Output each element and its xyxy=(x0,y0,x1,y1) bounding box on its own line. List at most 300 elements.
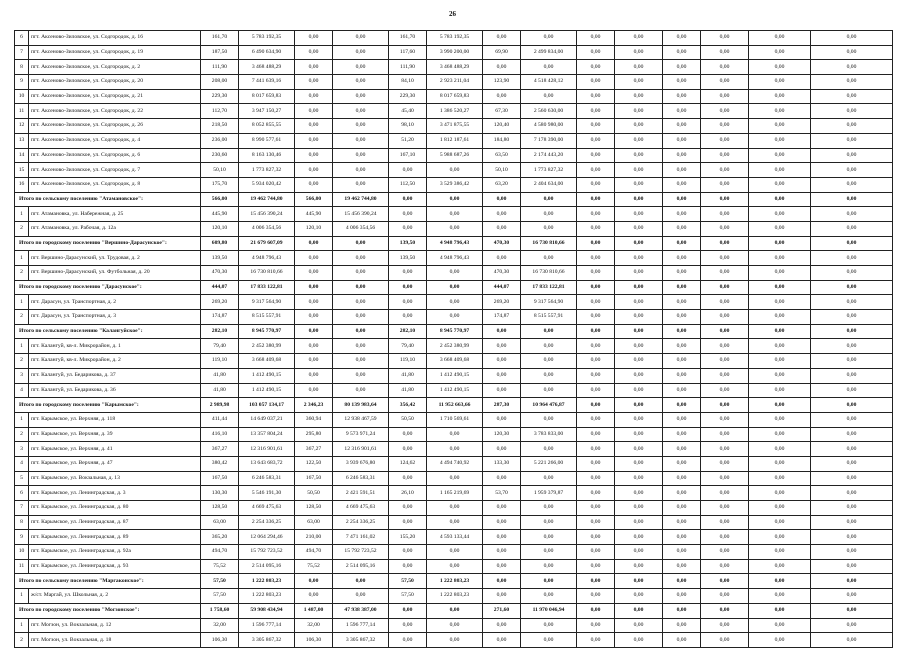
value-cell: 174,87 xyxy=(483,310,521,325)
value-cell: 2 452 380,99 xyxy=(239,339,295,354)
value-cell: 63,50 xyxy=(483,148,521,163)
table-row xyxy=(15,221,893,236)
address-cell: пгт. Калангуй, кв-л. Микрорайон, д. 1 xyxy=(29,339,201,354)
address-cell: пгт. Аксеново-Зиловское, ул. Содгородок, д. 26 xyxy=(29,119,201,134)
table-row xyxy=(15,45,893,60)
value-cell: 0,00 xyxy=(615,589,663,604)
row-number: 6 xyxy=(15,486,29,501)
value-cell: 26,10 xyxy=(389,486,427,501)
value-cell: 0,00 xyxy=(615,119,663,134)
table-row xyxy=(15,412,893,427)
value-cell: 0,00 xyxy=(333,60,389,75)
value-cell: 0,00 xyxy=(701,45,749,60)
value-cell: 9 317 564,90 xyxy=(521,295,577,310)
row-number: 1 xyxy=(15,412,29,427)
value-cell: 13 643 683,72 xyxy=(239,456,295,471)
value-cell: 50,50 xyxy=(295,486,333,501)
value-cell: 124,62 xyxy=(389,456,427,471)
row-number: 10 xyxy=(15,89,29,104)
value-cell: 15 792 723,52 xyxy=(333,545,389,560)
value-cell: 2 421 591,51 xyxy=(333,486,389,501)
value-cell: 445,90 xyxy=(201,207,239,222)
value-cell: 356,42 xyxy=(389,398,427,413)
value-cell: 0,00 xyxy=(663,442,701,457)
value-cell: 0,00 xyxy=(701,266,749,281)
value-cell: 15 456 390,24 xyxy=(333,207,389,222)
value-cell: 120,10 xyxy=(201,221,239,236)
address-cell: пгт. Дарасун, ул. Транспортная, д. 2 xyxy=(29,295,201,310)
value-cell: 14 649 037,21 xyxy=(239,412,295,427)
value-cell: 0,00 xyxy=(749,530,811,545)
value-cell: 12 316 901,61 xyxy=(333,442,389,457)
value-cell: 0,00 xyxy=(577,354,615,369)
value-cell: 0,00 xyxy=(389,427,427,442)
value-cell: 0,00 xyxy=(577,383,615,398)
value-cell: 0,00 xyxy=(615,280,663,295)
value-cell: 0,00 xyxy=(811,192,893,207)
value-cell: 0,00 xyxy=(811,207,893,222)
value-cell: 0,00 xyxy=(521,60,577,75)
value-cell: 1 222 803,23 xyxy=(239,574,295,589)
value-cell: 0,00 xyxy=(615,486,663,501)
value-cell: 282,10 xyxy=(201,324,239,339)
value-cell: 0,00 xyxy=(577,545,615,560)
value-cell: 0,00 xyxy=(749,148,811,163)
row-number: 16 xyxy=(15,177,29,192)
value-cell: 0,00 xyxy=(701,236,749,251)
value-cell: 0,00 xyxy=(749,559,811,574)
value-cell: 1 412 490,15 xyxy=(427,368,483,383)
value-cell: 0,00 xyxy=(663,221,701,236)
value-cell: 0,00 xyxy=(333,31,389,46)
value-cell: 57,50 xyxy=(389,589,427,604)
value-cell: 0,00 xyxy=(333,266,389,281)
value-cell: 0,00 xyxy=(389,501,427,516)
value-cell: 1 758,60 xyxy=(201,603,239,618)
table-row xyxy=(15,310,893,325)
value-cell: 0,00 xyxy=(577,427,615,442)
value-cell: 0,00 xyxy=(615,501,663,516)
table-row xyxy=(15,89,893,104)
value-cell: 0,00 xyxy=(749,295,811,310)
value-cell: 0,00 xyxy=(295,177,333,192)
table-row xyxy=(15,427,893,442)
address-cell: пгт. Карымское, ул. Ленинградская, д. 3 xyxy=(29,486,201,501)
value-cell: 269,20 xyxy=(483,295,521,310)
value-cell: 380,42 xyxy=(201,456,239,471)
value-cell: 0,00 xyxy=(483,383,521,398)
value-cell: 3 783 833,00 xyxy=(521,427,577,442)
value-cell: 0,00 xyxy=(295,31,333,46)
value-cell: 0,00 xyxy=(333,133,389,148)
value-cell: 229,30 xyxy=(389,89,427,104)
value-cell: 8 945 770,97 xyxy=(239,324,295,339)
value-cell: 0,00 xyxy=(615,603,663,618)
value-cell: 0,00 xyxy=(663,31,701,46)
value-cell: 0,00 xyxy=(615,427,663,442)
value-cell: 0,00 xyxy=(663,515,701,530)
value-cell: 0,00 xyxy=(521,221,577,236)
table-row xyxy=(15,442,893,457)
value-cell: 0,00 xyxy=(701,589,749,604)
value-cell: 3 668 409,68 xyxy=(239,354,295,369)
value-cell: 139,50 xyxy=(389,251,427,266)
value-cell: 1 596 777,14 xyxy=(239,618,295,633)
value-cell: 0,00 xyxy=(389,280,427,295)
value-cell: 17 833 122,81 xyxy=(521,280,577,295)
value-cell: 0,00 xyxy=(389,559,427,574)
value-cell: 0,00 xyxy=(577,471,615,486)
value-cell: 184,80 xyxy=(483,133,521,148)
value-cell: 0,00 xyxy=(389,471,427,486)
row-number: 1 xyxy=(15,618,29,633)
value-cell: 0,00 xyxy=(333,236,389,251)
value-cell: 106,30 xyxy=(295,633,333,648)
value-cell: 0,00 xyxy=(483,31,521,46)
row-number: 1 xyxy=(15,207,29,222)
value-cell: 0,00 xyxy=(615,574,663,589)
value-cell: 0,00 xyxy=(701,60,749,75)
value-cell: 0,00 xyxy=(577,163,615,178)
table-row xyxy=(15,177,893,192)
value-cell: 117,60 xyxy=(389,45,427,60)
value-cell: 365,20 xyxy=(201,530,239,545)
value-cell: 0,00 xyxy=(389,310,427,325)
value-cell: 111,90 xyxy=(201,60,239,75)
value-cell: 128,50 xyxy=(295,501,333,516)
value-cell: 0,00 xyxy=(333,589,389,604)
value-cell: 0,00 xyxy=(749,456,811,471)
address-cell: пгт. Аксеново-Зиловское, ул. Содгородок, д. 2 xyxy=(29,60,201,75)
value-cell: 2 514 095,16 xyxy=(239,559,295,574)
value-cell: 0,00 xyxy=(333,148,389,163)
subtotal-row xyxy=(15,603,893,618)
value-cell: 2 923 211,04 xyxy=(427,75,483,90)
value-cell: 0,00 xyxy=(577,236,615,251)
value-cell: 3 668 409,68 xyxy=(427,354,483,369)
value-cell: 8 017 659,83 xyxy=(427,89,483,104)
value-cell: 0,00 xyxy=(389,192,427,207)
value-cell: 0,00 xyxy=(749,545,811,560)
value-cell: 5 546 191,30 xyxy=(239,486,295,501)
subtotal-row xyxy=(15,280,893,295)
value-cell: 0,00 xyxy=(521,574,577,589)
value-cell: 1 710 569,61 xyxy=(427,412,483,427)
value-cell: 0,00 xyxy=(577,280,615,295)
value-cell: 75,52 xyxy=(201,559,239,574)
value-cell: 1 596 777,14 xyxy=(333,618,389,633)
value-cell: 112,70 xyxy=(201,104,239,119)
value-cell: 0,00 xyxy=(811,515,893,530)
value-cell: 0,00 xyxy=(749,603,811,618)
value-cell: 0,00 xyxy=(333,163,389,178)
value-cell: 0,00 xyxy=(615,236,663,251)
value-cell: 167,50 xyxy=(295,471,333,486)
value-cell: 0,00 xyxy=(577,295,615,310)
value-cell: 1 412 490,15 xyxy=(239,368,295,383)
address-cell: пгт. Вершино-Дарасунский, ул. Трудовая, д. 2 xyxy=(29,251,201,266)
value-cell: 0,00 xyxy=(295,295,333,310)
value-cell: 0,00 xyxy=(615,207,663,222)
value-cell: 112,50 xyxy=(389,177,427,192)
value-cell: 0,00 xyxy=(663,603,701,618)
value-cell: 9 573 971,24 xyxy=(333,427,389,442)
value-cell: 0,00 xyxy=(483,530,521,545)
table-row xyxy=(15,266,893,281)
value-cell: 0,00 xyxy=(295,60,333,75)
value-cell: 5 783 192,35 xyxy=(239,31,295,46)
value-cell: 230,60 xyxy=(201,148,239,163)
value-cell: 0,00 xyxy=(389,633,427,648)
value-cell: 0,00 xyxy=(701,207,749,222)
value-cell: 0,00 xyxy=(811,545,893,560)
value-cell: 57,50 xyxy=(201,589,239,604)
value-cell: 0,00 xyxy=(615,354,663,369)
value-cell: 0,00 xyxy=(295,236,333,251)
value-cell: 5 934 020,42 xyxy=(239,177,295,192)
value-cell: 0,00 xyxy=(811,574,893,589)
value-cell: 470,30 xyxy=(201,266,239,281)
value-cell: 0,00 xyxy=(521,192,577,207)
value-cell: 0,00 xyxy=(521,633,577,648)
value-cell: 0,00 xyxy=(521,618,577,633)
value-cell: 0,00 xyxy=(333,383,389,398)
subtotal-row xyxy=(15,574,893,589)
value-cell: 0,00 xyxy=(577,104,615,119)
value-cell: 360,94 xyxy=(295,412,333,427)
value-cell: 0,00 xyxy=(701,530,749,545)
table-row xyxy=(15,368,893,383)
value-cell: 0,00 xyxy=(577,45,615,60)
value-cell: 0,00 xyxy=(811,60,893,75)
value-cell: 79,40 xyxy=(389,339,427,354)
value-cell: 0,00 xyxy=(749,383,811,398)
value-cell: 1 386 520,27 xyxy=(427,104,483,119)
row-number: 2 xyxy=(15,633,29,648)
table-row xyxy=(15,589,893,604)
value-cell: 0,00 xyxy=(749,339,811,354)
value-cell: 0,00 xyxy=(663,295,701,310)
value-cell: 0,00 xyxy=(427,618,483,633)
value-cell: 0,00 xyxy=(427,221,483,236)
value-cell: 0,00 xyxy=(577,133,615,148)
value-cell: 0,00 xyxy=(811,266,893,281)
value-cell: 0,00 xyxy=(389,603,427,618)
value-cell: 0,00 xyxy=(521,471,577,486)
value-cell: 470,30 xyxy=(483,236,521,251)
value-cell: 0,00 xyxy=(615,368,663,383)
value-cell: 0,00 xyxy=(749,442,811,457)
value-cell: 0,00 xyxy=(663,266,701,281)
row-number: 10 xyxy=(15,545,29,560)
value-cell: 0,00 xyxy=(811,295,893,310)
value-cell: 0,00 xyxy=(521,383,577,398)
value-cell: 7 178 390,00 xyxy=(521,133,577,148)
value-cell: 1 487,00 xyxy=(295,603,333,618)
value-cell: 0,00 xyxy=(811,603,893,618)
value-cell: 0,00 xyxy=(333,339,389,354)
value-cell: 0,00 xyxy=(615,442,663,457)
address-cell: пгт. Аксеново-Зиловское, ул. Содгородок, д. 21 xyxy=(29,89,201,104)
value-cell: 0,00 xyxy=(483,589,521,604)
value-cell: 0,00 xyxy=(701,618,749,633)
value-cell: 0,00 xyxy=(663,501,701,516)
value-cell: 0,00 xyxy=(811,75,893,90)
value-cell: 0,00 xyxy=(483,339,521,354)
value-cell: 120,30 xyxy=(483,427,521,442)
value-cell: 0,00 xyxy=(663,133,701,148)
value-cell: 0,00 xyxy=(577,119,615,134)
value-cell: 0,00 xyxy=(663,148,701,163)
value-cell: 0,00 xyxy=(333,89,389,104)
value-cell: 0,00 xyxy=(577,31,615,46)
value-cell: 0,00 xyxy=(521,559,577,574)
value-cell: 2 254 336,25 xyxy=(239,515,295,530)
value-cell: 0,00 xyxy=(295,75,333,90)
value-cell: 0,00 xyxy=(521,339,577,354)
value-cell: 0,00 xyxy=(701,177,749,192)
value-cell: 119,10 xyxy=(389,354,427,369)
value-cell: 0,00 xyxy=(577,192,615,207)
value-cell: 0,00 xyxy=(333,280,389,295)
value-cell: 161,70 xyxy=(201,31,239,46)
value-cell: 12 938 467,59 xyxy=(333,412,389,427)
row-number: 3 xyxy=(15,442,29,457)
value-cell: 4 948 796,43 xyxy=(239,251,295,266)
value-cell: 80 139 983,64 xyxy=(333,398,389,413)
value-cell: 0,00 xyxy=(577,339,615,354)
value-cell: 139,50 xyxy=(201,251,239,266)
value-cell: 0,00 xyxy=(615,412,663,427)
value-cell: 0,00 xyxy=(615,559,663,574)
value-cell: 0,00 xyxy=(333,574,389,589)
value-cell: 0,00 xyxy=(615,75,663,90)
value-cell: 0,00 xyxy=(615,177,663,192)
value-cell: 0,00 xyxy=(749,486,811,501)
address-cell: пгт. Могзон, ул. Вокзальная, д. 12 xyxy=(29,618,201,633)
table-row xyxy=(15,456,893,471)
value-cell: 0,00 xyxy=(427,471,483,486)
value-cell: 0,00 xyxy=(811,456,893,471)
value-cell: 0,00 xyxy=(663,383,701,398)
value-cell: 0,00 xyxy=(663,545,701,560)
value-cell: 0,00 xyxy=(615,148,663,163)
value-cell: 0,00 xyxy=(701,119,749,134)
row-number: 1 xyxy=(15,295,29,310)
value-cell: 1 812 187,61 xyxy=(427,133,483,148)
value-cell: 444,07 xyxy=(201,280,239,295)
address-cell: ж/ст. Маргай, ул. Школьная, д. 2 xyxy=(29,589,201,604)
value-cell: 0,00 xyxy=(483,192,521,207)
value-cell: 50,10 xyxy=(201,163,239,178)
value-cell: 0,00 xyxy=(483,89,521,104)
value-cell: 0,00 xyxy=(521,31,577,46)
row-number: 2 xyxy=(15,310,29,325)
address-cell: пгт. Калангуй, ул. Бедарикова, д. 36 xyxy=(29,383,201,398)
value-cell: 0,00 xyxy=(701,163,749,178)
value-cell: 47 938 387,00 xyxy=(333,603,389,618)
value-cell: 0,00 xyxy=(663,119,701,134)
table-row xyxy=(15,486,893,501)
value-cell: 0,00 xyxy=(663,574,701,589)
value-cell: 0,00 xyxy=(577,398,615,413)
value-cell: 0,00 xyxy=(749,236,811,251)
value-cell: 41,80 xyxy=(389,368,427,383)
value-cell: 0,00 xyxy=(333,368,389,383)
value-cell: 0,00 xyxy=(333,75,389,90)
value-cell: 16 730 810,66 xyxy=(521,236,577,251)
value-cell: 4 669 475,63 xyxy=(239,501,295,516)
value-cell: 0,00 xyxy=(577,442,615,457)
value-cell: 3 529 386,42 xyxy=(427,177,483,192)
value-cell: 0,00 xyxy=(749,163,811,178)
value-cell: 6 246 583,31 xyxy=(239,471,295,486)
value-cell: 0,00 xyxy=(577,89,615,104)
value-cell: 0,00 xyxy=(483,618,521,633)
value-cell: 445,90 xyxy=(295,207,333,222)
value-cell: 5 988 687,26 xyxy=(427,148,483,163)
table-row xyxy=(15,251,893,266)
value-cell: 16 730 810,66 xyxy=(521,266,577,281)
value-cell: 11 952 663,66 xyxy=(427,398,483,413)
value-cell: 0,00 xyxy=(701,280,749,295)
value-cell: 0,00 xyxy=(483,221,521,236)
value-cell: 51,20 xyxy=(389,133,427,148)
value-cell: 0,00 xyxy=(577,207,615,222)
address-cell: пгт. Карымское, ул. Ленинградская, д. 80 xyxy=(29,501,201,516)
value-cell: 0,00 xyxy=(577,530,615,545)
value-cell: 566,00 xyxy=(201,192,239,207)
value-cell: 123,90 xyxy=(483,75,521,90)
value-cell: 0,00 xyxy=(701,89,749,104)
value-cell: 0,00 xyxy=(811,251,893,266)
value-cell: 0,00 xyxy=(483,60,521,75)
row-number: 4 xyxy=(15,456,29,471)
value-cell: 2 499 834,00 xyxy=(521,45,577,60)
value-cell: 1 959 379,87 xyxy=(521,486,577,501)
value-cell: 609,80 xyxy=(201,236,239,251)
value-cell: 0,00 xyxy=(295,354,333,369)
value-cell: 16 730 810,66 xyxy=(239,266,295,281)
value-cell: 0,00 xyxy=(427,559,483,574)
value-cell: 13 357 804,24 xyxy=(239,427,295,442)
table-row xyxy=(15,207,893,222)
value-cell: 2 452 380,99 xyxy=(427,339,483,354)
value-cell: 0,00 xyxy=(811,310,893,325)
value-cell: 15 792 723,52 xyxy=(239,545,295,560)
value-cell: 0,00 xyxy=(749,398,811,413)
value-cell: 4 580 980,00 xyxy=(521,119,577,134)
value-cell: 0,00 xyxy=(577,486,615,501)
value-cell: 0,00 xyxy=(663,530,701,545)
value-cell: 0,00 xyxy=(749,574,811,589)
value-cell: 0,00 xyxy=(615,221,663,236)
value-cell: 0,00 xyxy=(811,427,893,442)
value-cell: 0,00 xyxy=(701,412,749,427)
address-cell: пгт. Аксеново-Зиловское, ул. Содгородок, д. 6 xyxy=(29,148,201,163)
value-cell: 0,00 xyxy=(663,60,701,75)
value-cell: 0,00 xyxy=(615,530,663,545)
value-cell: 0,00 xyxy=(663,163,701,178)
value-cell: 0,00 xyxy=(295,119,333,134)
value-cell: 4 518 428,12 xyxy=(521,75,577,90)
value-cell: 0,00 xyxy=(811,221,893,236)
row-number: 9 xyxy=(15,530,29,545)
value-cell: 32,00 xyxy=(201,618,239,633)
value-cell: 0,00 xyxy=(615,618,663,633)
address-cell: пгт. Карымское, ул. Верхняя, д. 118 xyxy=(29,412,201,427)
value-cell: 0,00 xyxy=(811,471,893,486)
